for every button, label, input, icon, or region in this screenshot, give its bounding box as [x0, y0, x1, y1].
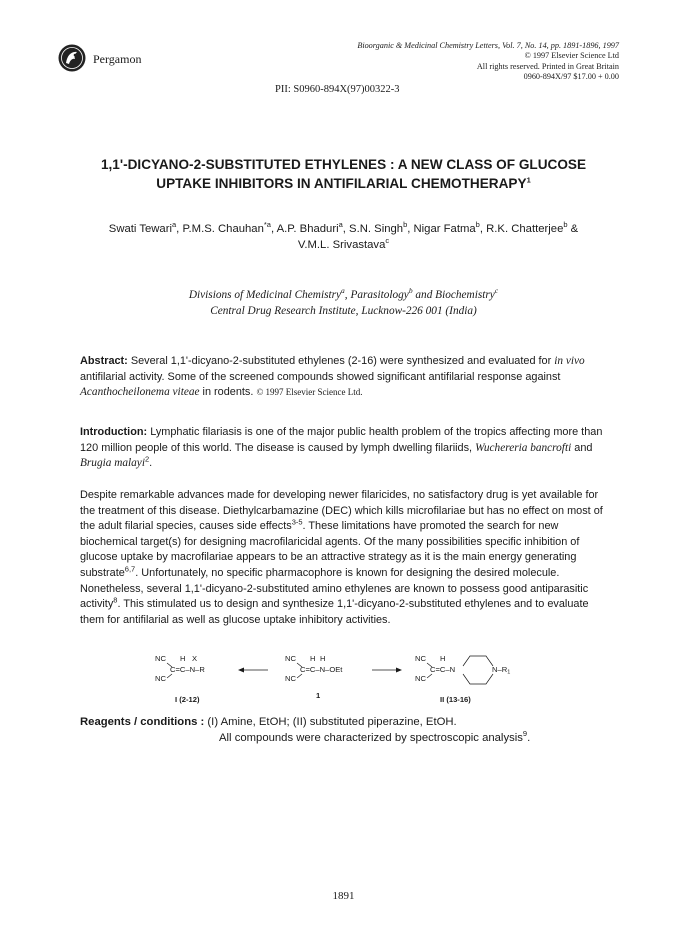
compound-II-structure	[415, 654, 510, 704]
title-line-2-text: UPTAKE INHIBITORS IN ANTIFILARIAL CHEMOTHERAPY	[156, 176, 527, 191]
body-ref-2: 6,7	[124, 564, 136, 574]
journal-citation: Bioorganic & Medicinal Chemistry Letters, Vol. 7, No. 14, pp. 1891-1896, 1997	[357, 41, 619, 50]
body-text-2: . These limitations have promoted the search for new biochemical target(s) for designing macrofilaricidal agents. Of the many possibilities specific inhibition of glucose uptake by macrofilariae appears to be an attractive strategy as it is the main energy generating substrate	[80, 520, 580, 579]
scheme-h: H	[440, 654, 446, 663]
author-affil-ref: c	[385, 236, 390, 246]
pii-identifier: PII: S0960-894X(97)00322-3	[275, 84, 400, 95]
author-affil-ref: b	[403, 220, 408, 230]
author-affil-ref: *a	[263, 220, 271, 230]
scheme-h: H	[180, 654, 186, 663]
compound-II-label: II (13-16)	[440, 695, 471, 704]
author-name: V.M.L. Srivastava	[297, 239, 386, 251]
rights-line: All rights reserved. Printed in Great Britain	[476, 61, 619, 71]
affiliation-divisions: Divisions of Medicinal Chemistry$^a$, Parasitology$^b$ and Biochemistry$^c$	[188, 286, 499, 301]
reagents-conditions	[80, 714, 530, 746]
author-name: Swati Tewari	[108, 223, 172, 235]
introduction-and: and	[574, 441, 593, 454]
reagents-line-1	[80, 714, 530, 730]
author-name: S.N. Singh	[349, 223, 404, 235]
compound-I-label: I (2-12)	[175, 695, 200, 704]
affiliation-medchem: Divisions of Medicinal Chemistry	[188, 289, 342, 301]
scheme-nc: NC	[155, 674, 166, 683]
scheme-nc: NC	[155, 654, 166, 663]
abstract	[80, 354, 610, 401]
scheme-nr1-text: N–R	[492, 665, 508, 674]
title-line-2	[60, 174, 627, 193]
scheme-nc: NC	[415, 654, 426, 663]
abstract-text-2: antifilarial activity. Some of the screened compounds showed significant antifilarial response against	[80, 370, 561, 383]
issn-line: 0960-894X/97 $17.00 + 0.00	[523, 72, 619, 82]
author-affil-ref: a	[171, 220, 177, 230]
introduction-label: Introduction:	[80, 426, 148, 438]
characterization-note: All compounds were characterized by spectroscopic analysis	[219, 732, 523, 744]
reaction-arrow-left	[238, 668, 268, 673]
introduction	[80, 425, 610, 472]
affiliation	[60, 287, 627, 319]
pergamon-logo-icon	[58, 44, 86, 72]
author-name: Nigar Fatma	[413, 223, 476, 235]
affiliation-parasitology: Parasitology	[350, 289, 409, 301]
compound-I-structure	[155, 654, 205, 704]
abstract-copyright: © 1997 Elsevier Science Ltd.	[256, 387, 363, 398]
affil-sup-a: a	[341, 286, 345, 296]
scheme-cc-mid: C=C–N–OEt	[300, 665, 343, 674]
scheme-h: H	[310, 654, 316, 663]
author-affil-ref: a	[338, 220, 343, 230]
author-affil-ref: b	[475, 220, 480, 230]
paper-title	[60, 155, 627, 193]
scheme-cc-left: C=C–N–R	[170, 665, 205, 674]
scheme-nr1	[492, 665, 510, 676]
compound-1-label: 1	[316, 691, 321, 700]
body-paragraph	[80, 488, 610, 628]
scheme-nr1-sub: 1	[507, 669, 511, 676]
reagents-text: (I) Amine, EtOH; (II) substituted piperazine, EtOH.	[207, 716, 457, 728]
reaction-arrow-right	[372, 668, 402, 673]
abstract-species: Acanthocheilonema viteae	[80, 386, 200, 399]
affil-sup-b: b	[408, 286, 413, 296]
body-ref-3: 8	[113, 595, 118, 605]
reaction-scheme	[150, 650, 550, 712]
introduction-ref: 2	[144, 454, 150, 464]
introduction-end: .	[149, 457, 153, 470]
characterization-ref: 9	[522, 729, 528, 739]
scheme-nc: NC	[285, 674, 296, 683]
copyright-line: © 1997 Elsevier Science Ltd	[524, 51, 619, 61]
characterization-end: .	[527, 732, 531, 744]
author-list	[60, 221, 627, 253]
abstract-in-vivo: in vivo	[554, 355, 585, 367]
scheme-x: X	[192, 654, 198, 663]
author-name: A.P. Bhaduri	[276, 223, 339, 235]
author-affil-ref: b	[563, 220, 568, 230]
body-ref-1: 3-5	[291, 517, 303, 527]
author-line-1: Swati Tewari$^a$, P.M.S. Chauhan$^{*a}$, A.P. Bhaduri$^a$, S.N. Singh$^b$, Nigar Fatma$^b$, R.K. Chatterjee$^b$ &	[108, 220, 579, 235]
affiliation-biochemistry: and Biochemistry	[415, 289, 495, 301]
journal-info	[357, 41, 619, 83]
species-brugia: Brugia malayi	[80, 457, 145, 470]
scheme-h: H	[320, 654, 326, 663]
introduction-text: Lymphatic filariasis is one of the major public health problem of the tropics affecting more than 120 million people of this world. The disease is caused by lymph dwelling filariids,	[80, 426, 603, 454]
author-line-2	[60, 237, 627, 253]
author-ampersand: &	[570, 223, 579, 235]
reagents-line-2	[80, 730, 530, 746]
body-text-1: Despite remarkable advances made for developing newer filaricides, no satisfactory drug is yet available for the treatment of this disease. Diethylcarbamazine (DEC) which kills microfilariae but has no effect on most of the adult filarial species, causes side effects	[80, 489, 603, 533]
body-text-3: . Unfortunately, no specific pharmacophore is known for designing the desired molecule. Nonetheless, several 1,1'-dicyano-2-substituted amino ethylenes are known to possess good antiparasitic activity	[80, 566, 589, 611]
scheme-nc: NC	[285, 654, 296, 663]
scheme-nc: NC	[415, 674, 426, 683]
species-wuchereria: Wuchereria bancrofti	[475, 441, 572, 454]
piperazine-ring-icon	[463, 656, 493, 684]
title-line-1: 1,1'-DICYANO-2-SUBSTITUTED ETHYLENES : A NEW CLASS OF GLUCOSE	[100, 157, 587, 172]
compound-1-structure	[285, 654, 343, 700]
abstract-text-3: in rodents.	[202, 386, 254, 399]
abstract-label: Abstract:	[80, 355, 128, 367]
reagents-label: Reagents / conditions :	[80, 716, 205, 728]
scheme-cc-right: C=C–N	[430, 665, 456, 674]
affiliation-institute: Central Drug Research Institute, Lucknow-226 001 (India)	[210, 305, 477, 317]
publisher-name: Pergamon	[93, 52, 142, 66]
body-text-4: . This stimulated us to design and synthesize 1,1'-dicyano-2-substituted ethylenes and to evaluate them for antifilarial as well as glucose uptake inhibitory activities.	[80, 598, 589, 626]
affil-sup-c: c	[494, 286, 499, 296]
abstract-text-1: Several 1,1'-dicyano-2-substituted ethylenes (2-16) were synthesized and evaluated for	[130, 355, 552, 367]
title-footnote-ref: 1	[526, 175, 531, 185]
page-number: 1891	[332, 890, 355, 902]
author-name: P.M.S. Chauhan	[182, 223, 264, 235]
author-name: R.K. Chatterjee	[486, 223, 564, 235]
